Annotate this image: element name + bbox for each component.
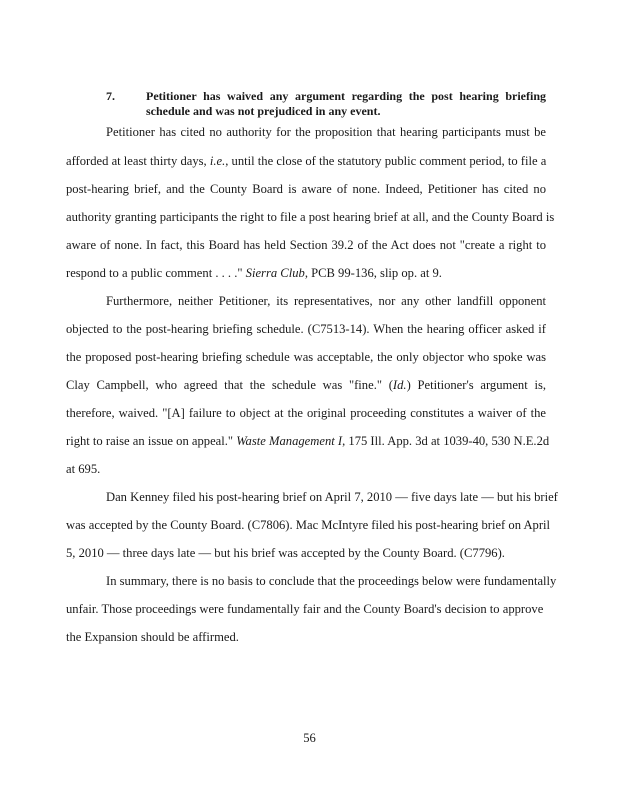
- paragraph-4-line-2: unfair. Those proceedings were fundamentally fair and the County Board's decision to approve: [66, 602, 544, 616]
- paragraph-4-line-3: the Expansion should be affirmed.: [66, 630, 239, 644]
- paragraph-4-line-1: In summary, there is no basis to conclude that the proceedings below were fundamentally: [106, 574, 557, 588]
- paragraph-3-line-1: Dan Kenney filed his post-hearing brief on April 7, 2010 — five days late — but his brief: [106, 490, 558, 504]
- paragraph-2-line-2: objected to the post-hearing briefing schedule. (C7513-14). When the hearing officer asked if: [66, 322, 546, 336]
- paragraph-2-line-5: therefore, waived. "[A] failure to object at the original proceeding constitutes a waiver of the: [66, 406, 546, 420]
- paragraph-1-line-5: aware of none. In fact, this Board has held Section 39.2 of the Act does not "create a right to: [66, 238, 546, 252]
- paragraph-2-line-6: right to raise an issue on appeal." Waste Management I, 175 Ill. App. 3d at 1039-40, 530 N.E.2d: [66, 434, 550, 448]
- paragraph-1-line-1: Petitioner has cited no authority for the proposition that hearing participants must be: [106, 125, 546, 139]
- paragraph-2-line-1: Furthermore, neither Petitioner, its representatives, nor any other landfill opponent: [106, 294, 546, 308]
- section-number: 7.: [106, 89, 115, 103]
- paragraph-2-line-7: at 695.: [66, 462, 101, 476]
- paragraph-2-line-4: Clay Campbell, who agreed that the schedule was "fine." (Id.) Petitioner's argument is,: [66, 378, 546, 392]
- paragraph-1-line-3: post-hearing brief, and the County Board is aware of none. Indeed, Petitioner has cited no: [66, 182, 546, 196]
- paragraph-2-line-3: the proposed post-hearing briefing schedule was acceptable, the only objector who spoke was: [66, 350, 546, 364]
- paragraph-3-line-3: 5, 2010 — three days late — but his brief was accepted by the County Board. (C7796).: [66, 546, 505, 560]
- section-title: Petitioner has waived any argument regarding the post hearing briefing schedule and was not prejudiced in any event.: [146, 89, 546, 118]
- paragraph-1-line-6: respond to a public comment . . . ." Sierra Club, PCB 99-136, slip op. at 9.: [66, 266, 442, 280]
- paragraph-1-line-2: afforded at least thirty days, i.e., until the close of the statutory public comment period, to file a: [66, 154, 547, 168]
- paragraph-3-line-2: was accepted by the County Board. (C7806). Mac McIntyre filed his post-hearing brief on April: [66, 518, 551, 532]
- page-number: 56: [303, 731, 316, 745]
- paragraph-1-line-4: authority granting participants the right to file a post hearing brief at all, and the County Board is: [66, 210, 555, 224]
